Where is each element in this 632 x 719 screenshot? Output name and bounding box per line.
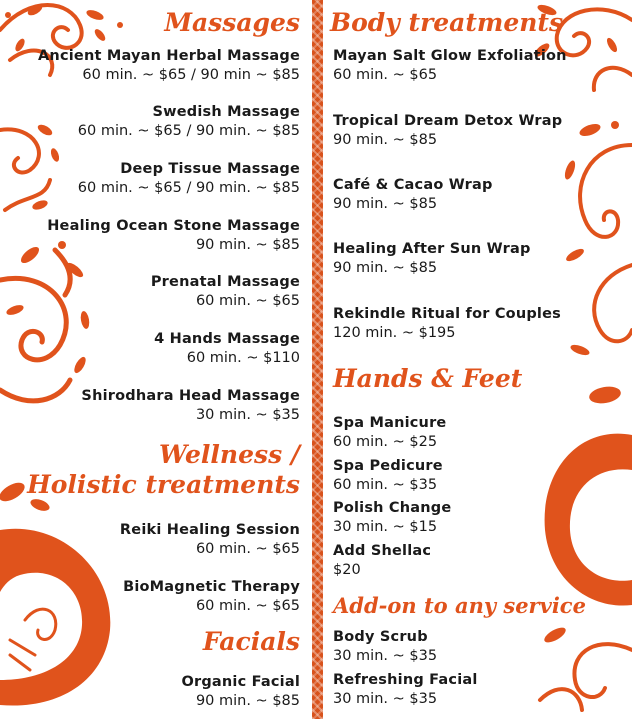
service-name: Prenatal Massage	[150, 274, 300, 290]
service-name: Organic Facial	[181, 674, 300, 690]
service-item	[333, 671, 478, 708]
service-name: Refreshing Facial	[333, 672, 478, 688]
service-item	[333, 414, 446, 451]
facials-heading: Facials	[202, 627, 300, 656]
massages-heading: Massages	[164, 8, 300, 37]
service-name: Mayan Salt Glow Exfoliation	[333, 48, 567, 64]
service-price: 60 min. ~ $110	[186, 349, 300, 366]
service-name: Add Shellac	[333, 543, 432, 559]
service-item	[333, 457, 443, 494]
service-price: 90 min. ~ $85	[333, 259, 438, 276]
service-item	[333, 112, 562, 149]
hands-feet-heading: Hands & Feet	[333, 364, 523, 393]
holistic-heading: Holistic treatments	[27, 470, 300, 499]
service-price: 30 min. ~ $35	[195, 406, 300, 423]
service-item	[333, 542, 431, 579]
service-name: Tropical Dream Detox Wrap	[333, 113, 563, 129]
service-price: 60 min. ~ $65	[195, 540, 300, 557]
service-price: $20	[333, 561, 361, 578]
service-price: 60 min. ~ $65 / 90 min. ~ $85	[77, 122, 300, 139]
service-name: BioMagnetic Therapy	[123, 579, 300, 595]
service-item	[333, 240, 531, 277]
service-item	[154, 330, 300, 367]
service-name: Swedish Massage	[152, 104, 300, 120]
service-price: 60 min. ~ $65	[195, 597, 300, 614]
service-name: Deep Tissue Massage	[120, 161, 300, 177]
floral-swirl-icon	[520, 380, 632, 719]
service-name: Spa Manicure	[333, 415, 447, 431]
service-name: Ancient Mayan Herbal Massage	[38, 48, 300, 64]
floral-swirl-icon	[560, 115, 632, 365]
service-price: 120 min. ~ $195	[333, 324, 456, 341]
service-price: 60 min. ~ $65 / 90 min. ~ $85	[77, 179, 300, 196]
service-name: Reiki Healing Session	[119, 522, 300, 538]
service-item	[333, 305, 561, 342]
service-name: Rekindle Ritual for Couples	[333, 306, 561, 322]
service-item	[123, 578, 300, 615]
service-price: 30 min. ~ $35	[333, 647, 438, 664]
center-divider	[312, 0, 323, 719]
service-name: Polish Change	[333, 500, 452, 516]
service-item	[38, 47, 300, 84]
service-price: 90 min. ~ $85	[195, 692, 300, 709]
service-item	[78, 160, 300, 197]
service-name: Healing Ocean Stone Massage	[47, 218, 300, 234]
floral-swirl-icon	[0, 480, 120, 719]
service-name: 4 Hands Massage	[154, 331, 300, 347]
service-price: 60 min. ~ $35	[333, 476, 438, 493]
service-name: Spa Pedicure	[333, 458, 443, 474]
service-item	[151, 273, 300, 310]
service-item	[47, 217, 300, 254]
service-price: 30 min. ~ $15	[333, 518, 438, 535]
service-price: 90 min. ~ $85	[195, 236, 300, 253]
service-price: 60 min. ~ $65 / 90 min ~ $85	[82, 66, 300, 83]
service-price: 30 min. ~ $35	[333, 690, 438, 707]
body-treatments-heading: Body treatments	[330, 8, 564, 37]
service-item	[78, 103, 300, 140]
service-item	[333, 176, 493, 213]
service-item	[81, 387, 300, 424]
wellness-heading: Wellness /	[158, 440, 300, 469]
service-price: 60 min. ~ $25	[333, 433, 438, 450]
service-price: 60 min. ~ $65	[333, 66, 438, 83]
floral-swirl-icon	[0, 110, 70, 220]
service-price: 90 min. ~ $85	[333, 131, 438, 148]
service-item	[333, 47, 567, 84]
service-item	[120, 521, 300, 558]
service-price: 60 min. ~ $65	[195, 292, 300, 309]
service-name: Shirodhara Head Massage	[81, 388, 300, 404]
service-item	[333, 628, 437, 665]
service-name: Body Scrub	[333, 629, 428, 645]
service-item	[333, 499, 451, 536]
service-name: Café & Cacao Wrap	[333, 177, 493, 193]
service-price: 90 min. ~ $85	[333, 195, 438, 212]
addon-heading: Add-on to any service	[333, 593, 586, 618]
service-name: Healing After Sun Wrap	[333, 241, 531, 257]
service-item	[181, 673, 300, 710]
